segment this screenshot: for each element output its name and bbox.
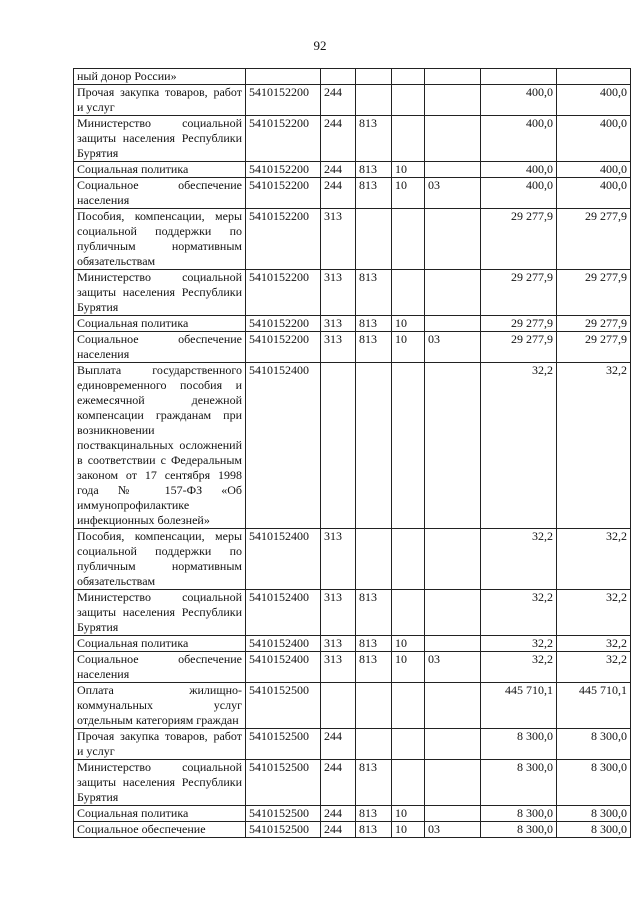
- ministry-code-cell: [356, 69, 392, 85]
- row-name-cell: Министерство социальной защиты населения Республики Бурятия: [74, 116, 246, 162]
- ministry-code-cell: [356, 529, 392, 590]
- target-code-cell: 5410152200: [246, 270, 321, 316]
- row-name-cell: Министерство социальной защиты населения Республики Бурятия: [74, 760, 246, 806]
- ministry-code-cell: 813: [356, 636, 392, 652]
- amount-year1-cell: 445 710,1: [481, 683, 557, 729]
- table-row: [74, 85, 631, 116]
- target-code-cell: 5410152200: [246, 209, 321, 270]
- expense-type-cell: 244: [321, 116, 356, 162]
- amount-year1-cell: 32,2: [481, 363, 557, 529]
- row-name-cell: Социальное обеспечение населения: [74, 332, 246, 363]
- amount-year1-cell: 32,2: [481, 590, 557, 636]
- expense-type-cell: 313: [321, 316, 356, 332]
- amount-year2-cell: 29 277,9: [557, 209, 631, 270]
- section-code-cell: 10: [392, 806, 425, 822]
- ministry-code-cell: 813: [356, 822, 392, 838]
- expense-type-cell: 313: [321, 270, 356, 316]
- target-code-cell: 5410152500: [246, 760, 321, 806]
- table-row: [74, 529, 631, 590]
- subsection-code-cell: [425, 729, 481, 760]
- section-code-cell: 10: [392, 332, 425, 363]
- row-name-cell: Социальная политика: [74, 316, 246, 332]
- subsection-code-cell: [425, 806, 481, 822]
- amount-year2-cell: 32,2: [557, 529, 631, 590]
- target-code-cell: 5410152400: [246, 652, 321, 683]
- ministry-code-cell: 813: [356, 116, 392, 162]
- subsection-code-cell: [425, 590, 481, 636]
- subsection-code-cell: [425, 683, 481, 729]
- section-code-cell: 10: [392, 822, 425, 838]
- target-code-cell: 5410152200: [246, 162, 321, 178]
- section-code-cell: [392, 683, 425, 729]
- section-code-cell: 10: [392, 178, 425, 209]
- amount-year2-cell: 8 300,0: [557, 760, 631, 806]
- expense-type-cell: 244: [321, 806, 356, 822]
- row-name-cell: Социальная политика: [74, 806, 246, 822]
- amount-year1-cell: 29 277,9: [481, 316, 557, 332]
- amount-year1-cell: 8 300,0: [481, 760, 557, 806]
- target-code-cell: 5410152500: [246, 806, 321, 822]
- ministry-code-cell: [356, 729, 392, 760]
- row-name-cell: Социальная политика: [74, 162, 246, 178]
- table-row: [74, 69, 631, 85]
- table-row: [74, 316, 631, 332]
- table-row: [74, 590, 631, 636]
- amount-year2-cell: 400,0: [557, 116, 631, 162]
- row-name-cell: Выплата государственного единовременного пособия и ежемесячной денежной компенсации гражданам при возникновении поствакцинальных осложнений в соответствии с Федеральным законом от 17 сентября 1998 года № 157-ФЗ «Об иммунопрофилактике инфекционных болезней»: [74, 363, 246, 529]
- subsection-code-cell: [425, 162, 481, 178]
- section-code-cell: [392, 363, 425, 529]
- ministry-code-cell: [356, 209, 392, 270]
- table-row: [74, 636, 631, 652]
- subsection-code-cell: 03: [425, 652, 481, 683]
- target-code-cell: 5410152200: [246, 85, 321, 116]
- amount-year1-cell: 32,2: [481, 636, 557, 652]
- amount-year1-cell: 29 277,9: [481, 209, 557, 270]
- subsection-code-cell: [425, 116, 481, 162]
- section-code-cell: 10: [392, 652, 425, 683]
- target-code-cell: 5410152200: [246, 332, 321, 363]
- amount-year1-cell: 400,0: [481, 85, 557, 116]
- row-name-cell: Министерство социальной защиты населения Республики Бурятия: [74, 590, 246, 636]
- expense-type-cell: 313: [321, 332, 356, 363]
- expense-type-cell: 244: [321, 729, 356, 760]
- expense-type-cell: 244: [321, 760, 356, 806]
- subsection-code-cell: [425, 363, 481, 529]
- subsection-code-cell: 03: [425, 822, 481, 838]
- amount-year2-cell: 29 277,9: [557, 332, 631, 363]
- row-name-cell: Социальное обеспечение населения: [74, 178, 246, 209]
- target-code-cell: 5410152400: [246, 590, 321, 636]
- row-name-cell: Министерство социальной защиты населения Республики Бурятия: [74, 270, 246, 316]
- amount-year2-cell: 32,2: [557, 363, 631, 529]
- amount-year2-cell: 29 277,9: [557, 316, 631, 332]
- amount-year2-cell: 8 300,0: [557, 806, 631, 822]
- ministry-code-cell: 813: [356, 316, 392, 332]
- page-number: 92: [313, 38, 327, 53]
- amount-year2-cell: 400,0: [557, 85, 631, 116]
- section-code-cell: [392, 729, 425, 760]
- table-row: [74, 209, 631, 270]
- expense-type-cell: [321, 363, 356, 529]
- subsection-code-cell: [425, 760, 481, 806]
- target-code-cell: 5410152200: [246, 116, 321, 162]
- amount-year2-cell: [557, 69, 631, 85]
- target-code-cell: 5410152200: [246, 178, 321, 209]
- amount-year1-cell: [481, 69, 557, 85]
- row-name-cell: Прочая закупка товаров, работ и услуг: [74, 85, 246, 116]
- subsection-code-cell: 03: [425, 178, 481, 209]
- subsection-code-cell: [425, 270, 481, 316]
- amount-year2-cell: 400,0: [557, 178, 631, 209]
- amount-year2-cell: 400,0: [557, 162, 631, 178]
- target-code-cell: 5410152400: [246, 529, 321, 590]
- subsection-code-cell: [425, 85, 481, 116]
- section-code-cell: [392, 760, 425, 806]
- amount-year2-cell: 445 710,1: [557, 683, 631, 729]
- amount-year2-cell: 32,2: [557, 636, 631, 652]
- table-row: [74, 270, 631, 316]
- amount-year1-cell: 32,2: [481, 529, 557, 590]
- ministry-code-cell: 813: [356, 332, 392, 363]
- target-code-cell: 5410152400: [246, 636, 321, 652]
- row-name-cell: Пособия, компенсации, меры социальной поддержки по публичным нормативным обязательствам: [74, 529, 246, 590]
- target-code-cell: 5410152500: [246, 822, 321, 838]
- ministry-code-cell: [356, 683, 392, 729]
- amount-year1-cell: 400,0: [481, 116, 557, 162]
- target-code-cell: 5410152200: [246, 316, 321, 332]
- subsection-code-cell: [425, 316, 481, 332]
- amount-year1-cell: 29 277,9: [481, 332, 557, 363]
- expense-type-cell: [321, 69, 356, 85]
- subsection-code-cell: [425, 69, 481, 85]
- subsection-code-cell: [425, 209, 481, 270]
- expense-type-cell: 244: [321, 85, 356, 116]
- row-name-cell: ный донор России»: [74, 69, 246, 85]
- ministry-code-cell: [356, 85, 392, 116]
- ministry-code-cell: 813: [356, 590, 392, 636]
- table-row: [74, 332, 631, 363]
- target-code-cell: 5410152500: [246, 729, 321, 760]
- row-name-cell: Социальная политика: [74, 636, 246, 652]
- row-name-cell: Пособия, компенсации, меры социальной поддержки по публичным нормативным обязательствам: [74, 209, 246, 270]
- section-code-cell: 10: [392, 316, 425, 332]
- section-code-cell: [392, 529, 425, 590]
- amount-year1-cell: 8 300,0: [481, 806, 557, 822]
- table-row: [74, 162, 631, 178]
- expense-type-cell: 313: [321, 636, 356, 652]
- amount-year2-cell: 8 300,0: [557, 822, 631, 838]
- expense-type-cell: 244: [321, 178, 356, 209]
- section-code-cell: 10: [392, 636, 425, 652]
- row-name-cell: Оплата жилищно-коммунальных услуг отдельным категориям граждан: [74, 683, 246, 729]
- target-code-cell: 5410152500: [246, 683, 321, 729]
- section-code-cell: [392, 590, 425, 636]
- table-row: [74, 822, 631, 838]
- table-body: [74, 69, 631, 838]
- target-code-cell: [246, 69, 321, 85]
- section-code-cell: [392, 209, 425, 270]
- table-row: [74, 178, 631, 209]
- target-code-cell: 5410152400: [246, 363, 321, 529]
- section-code-cell: [392, 85, 425, 116]
- ministry-code-cell: 813: [356, 760, 392, 806]
- subsection-code-cell: [425, 636, 481, 652]
- expense-type-cell: 313: [321, 590, 356, 636]
- row-name-cell: Социальное обеспечение: [74, 822, 246, 838]
- section-code-cell: 10: [392, 162, 425, 178]
- expense-type-cell: 313: [321, 529, 356, 590]
- expense-type-cell: 313: [321, 652, 356, 683]
- table-row: [74, 760, 631, 806]
- table-row: [74, 729, 631, 760]
- amount-year1-cell: 400,0: [481, 162, 557, 178]
- amount-year1-cell: 32,2: [481, 652, 557, 683]
- expense-type-cell: [321, 683, 356, 729]
- row-name-cell: Социальное обеспечение населения: [74, 652, 246, 683]
- expense-type-cell: 244: [321, 822, 356, 838]
- table-row: [74, 363, 631, 529]
- subsection-code-cell: 03: [425, 332, 481, 363]
- table-row: [74, 683, 631, 729]
- ministry-code-cell: 813: [356, 806, 392, 822]
- amount-year1-cell: 8 300,0: [481, 729, 557, 760]
- subsection-code-cell: [425, 529, 481, 590]
- row-name-cell: Прочая закупка товаров, работ и услуг: [74, 729, 246, 760]
- ministry-code-cell: 813: [356, 652, 392, 683]
- table-row: [74, 652, 631, 683]
- amount-year2-cell: 32,2: [557, 652, 631, 683]
- ministry-code-cell: 813: [356, 178, 392, 209]
- table-row: [74, 116, 631, 162]
- amount-year2-cell: 32,2: [557, 590, 631, 636]
- ministry-code-cell: [356, 363, 392, 529]
- section-code-cell: [392, 69, 425, 85]
- amount-year1-cell: 400,0: [481, 178, 557, 209]
- amount-year2-cell: 29 277,9: [557, 270, 631, 316]
- expense-type-cell: 313: [321, 209, 356, 270]
- expense-type-cell: 244: [321, 162, 356, 178]
- table-row: [74, 806, 631, 822]
- budget-table: [73, 68, 631, 838]
- ministry-code-cell: 813: [356, 270, 392, 316]
- amount-year2-cell: 8 300,0: [557, 729, 631, 760]
- section-code-cell: [392, 116, 425, 162]
- amount-year1-cell: 29 277,9: [481, 270, 557, 316]
- amount-year1-cell: 8 300,0: [481, 822, 557, 838]
- section-code-cell: [392, 270, 425, 316]
- ministry-code-cell: 813: [356, 162, 392, 178]
